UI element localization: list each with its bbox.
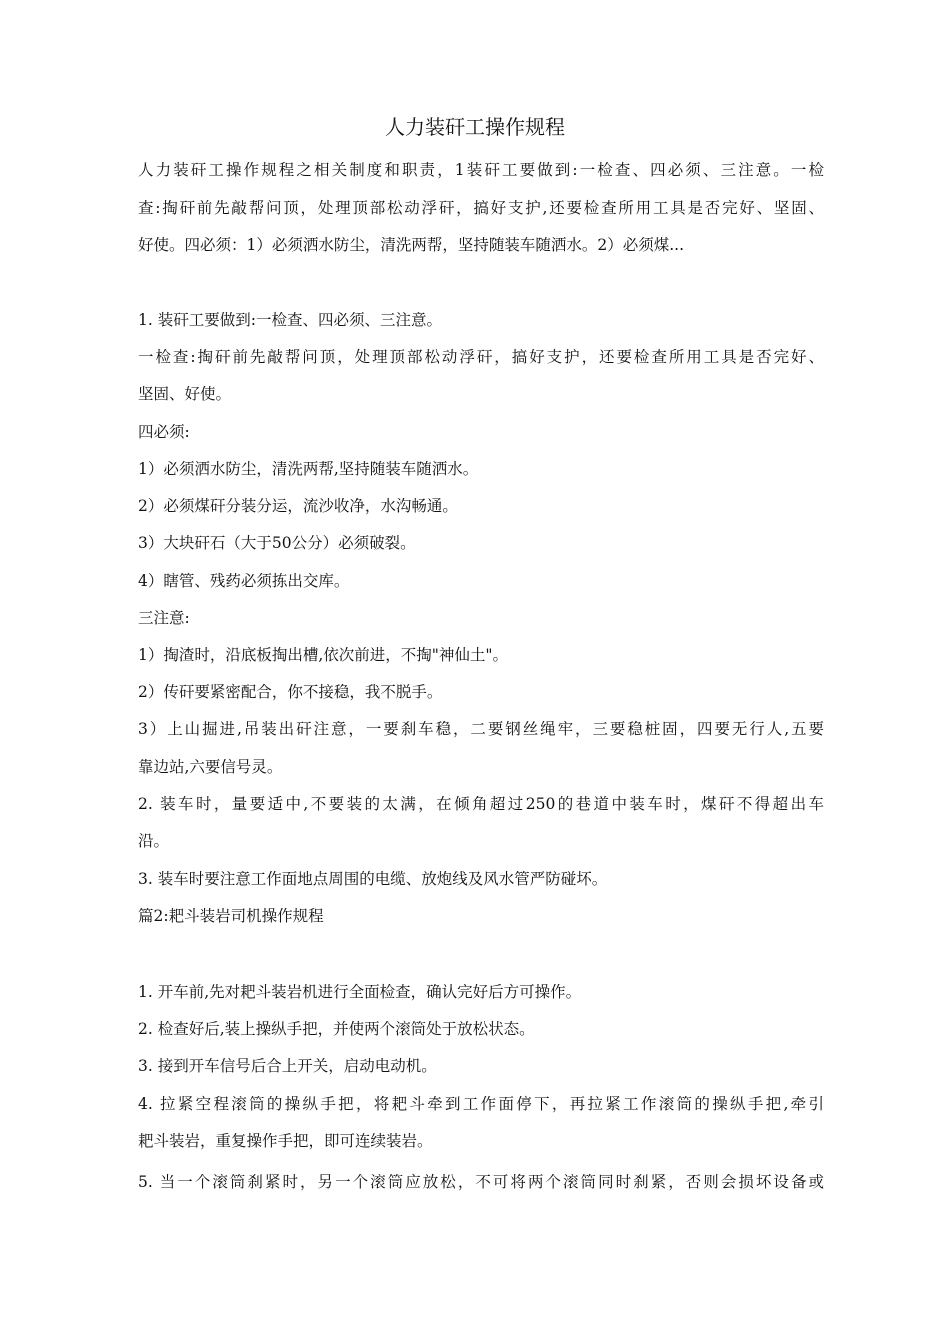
paragraph-line: 3. 装车时要注意工作面地点周围的电缆、放炮线及风水管严防碰坏。: [138, 870, 608, 888]
intro-line-1: 人力装矸工操作规程之相关制度和职责，1装矸工要做到:一检查、四必须、三注意。一检: [138, 161, 824, 179]
paragraph-line: 2）传矸要紧密配合，你不接稳，我不脱手。: [138, 683, 443, 701]
paragraph-line: 耙斗装岩，重复操作手把，即可连续装岩。: [138, 1132, 433, 1150]
section-heading: 篇2:耙斗装岩司机操作规程: [138, 907, 324, 925]
paragraph-line: 3. 接到开车信号后合上开关，启动电动机。: [138, 1057, 437, 1075]
paragraph-line: 沿。: [138, 832, 170, 850]
paragraph-line: 靠边站,六要信号灵。: [138, 758, 283, 776]
paragraph-line: 5. 当一个滚筒刹紧时，另一个滚筒应放松，不可将两个滚筒同时刹紧，否则会损坏设备或: [138, 1173, 824, 1191]
intro-line-2: 查:掏矸前先敲帮问顶，处理顶部松动浮矸，搞好支护,还要检查所用工具是否完好、坚固、: [138, 199, 824, 217]
paragraph-line: 2. 装车时，量要适中,不要装的太满，在倾角超过250的巷道中装车时，煤矸不得超出车: [138, 795, 824, 813]
paragraph-line: 2. 检查好后,装上操纵手把，并使两个滚筒处于放松状态。: [138, 1020, 535, 1038]
paragraph-line: 坚固、好使。: [138, 385, 232, 403]
intro-line-3: 好使。四必须：1）必须洒水防尘，清洗两帮，坚持随装车随洒水。2）必须煤...: [138, 236, 685, 254]
paragraph-line: 一检查:掏矸前先敲帮问顶，处理顶部松动浮矸，搞好支护，还要检查所用工具是否完好、: [138, 348, 824, 366]
paragraph-line: 4）瞎管、残药必须拣出交库。: [138, 572, 350, 590]
document-title: 人力装矸工操作规程: [385, 115, 565, 139]
paragraph-line: 1）掏渣时，沿底板掏出槽,依次前进，不掏"神仙土"。: [138, 646, 509, 664]
paragraph-line: 2）必须煤矸分装分运，流沙收净，水沟畅通。: [138, 497, 458, 515]
paragraph-line: 3）大块矸石（大于50公分）必须破裂。: [138, 534, 416, 552]
paragraph-line: 1）必须洒水防尘，清洗两帮,坚持随装车随洒水。: [138, 460, 479, 478]
paragraph-line: 三注意:: [138, 609, 190, 627]
paragraph-line: 3）上山掘进,吊装出矸注意，一要刹车稳，二要钢丝绳牢，三要稳桩固，四要无行人,五要: [138, 720, 824, 738]
paragraph-line: 四必须:: [138, 423, 190, 441]
paragraph-line: 1. 装矸工要做到:一检查、四必须、三注意。: [138, 311, 442, 329]
paragraph-line: 4. 拉紧空程滚筒的操纵手把，将耙斗牵到工作面停下，再拉紧工作滚筒的操纵手把,牵引: [138, 1095, 824, 1113]
paragraph-line: 1. 开车前,先对耙斗装岩机进行全面检查，确认完好后方可操作。: [138, 983, 582, 1001]
